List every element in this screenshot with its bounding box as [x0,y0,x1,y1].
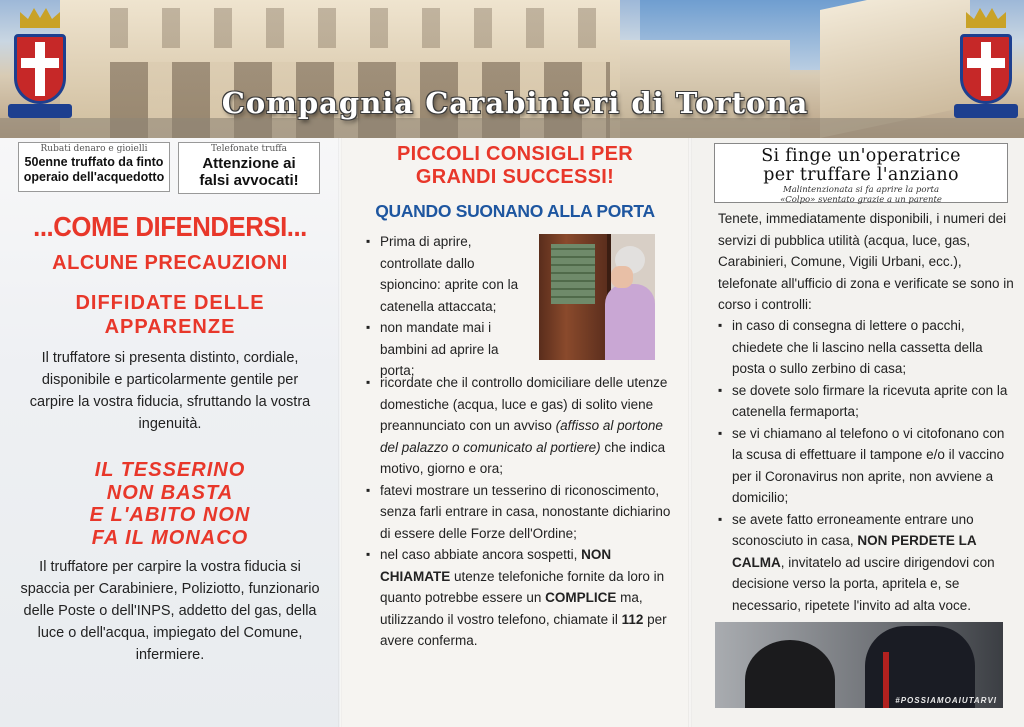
section-subtitle: ALCUNE PRECAUZIONI [52,252,288,274]
news-clipping-operator [714,143,1008,203]
heading-line: PICCOLI CONSIGLI PER [396,143,634,165]
clipping-subhead [715,185,1007,205]
heading-line: NON BASTA [106,481,234,504]
news-headline [19,155,169,185]
paragraph-intro: Tenete, immediatamente disponibili, i numeri dei servizi di pubblica utilità (acqua, luce, gas, Carabinieri, Comune, Vigili Urbani, ecc.), telefonate all'ufficio di zona e verificate se sono in corso i controlli: [718,211,1014,312]
building-windows [110,8,610,48]
list-item: ▪ se dovete solo firmare la ricevuta aprite con la catenella fermaporta; [718,380,1014,423]
news-headline [179,155,319,189]
list-item: ▪ in caso di consegna di lettere o pacchi, chiedete che li lascino nella cassetta della posta o sullo zerbino di casa; [718,315,1014,380]
header-banner [0,0,1024,138]
fold-line [688,138,692,727]
news-kicker: Telefonate truffa [210,144,288,154]
news-headline-line: operaio dell'acquedotto [23,170,165,184]
news-clipping [18,142,170,192]
list-item [718,509,1014,617]
door-tips-list [366,231,536,382]
heading-appearances [10,291,330,339]
clipping-headline [715,144,1007,185]
list-item: ▪ non mandate mai i bambini ad aprire la porta; [366,317,536,382]
news-headline-line: Attenzione ai [202,155,296,172]
subhead-line: «Colpo» sventato grazie a un parente [780,195,942,205]
news-headline-line: 50enne truffato da finto [24,155,164,169]
text: per avere conferma. [380,611,667,648]
text: ma, utilizzando il vostro telefono, chiamate il [380,590,643,627]
list-item [366,544,676,652]
text-bold: 112 [621,611,644,627]
door-photo [539,234,655,360]
hashtag: #POSSIAMOAIUTARVI [895,696,997,705]
carabiniere-photo [715,622,1003,708]
text: ricordate che il controllo domiciliare delle utenze domestiche (acqua, luce e gas) di solito viene preannunciato con un avviso [380,375,668,433]
advice-list [718,315,1014,616]
street [0,118,1024,138]
carabinieri-crest-icon [8,8,72,128]
text: che indica motivo, giorno e ora; [380,439,666,476]
news-kicker: Rubati denaro e gioielli [40,144,148,154]
text: , invitatelo ad uscire dirigendovi con decisione verso la porta, apritela e, se necessario, ripetete l'invito ad alta voce. [732,554,995,613]
heading-line: APPARENZE [104,316,236,338]
tips-title [345,143,685,189]
list-item: ▪ fatevi mostrare un tesserino di riconoscimento, senza farli entrare in casa, nonostante dichiarino di essere delle Forze dell'Ordine; [366,480,676,545]
heading-line: GRANDI SUCCESSI! [415,166,615,188]
text: utenze telefoniche fornite da loro in quanto potrebbe essere un [380,568,665,605]
door-tips-list [366,372,676,652]
text-bold: COMPLICE [545,590,617,605]
text: se avete fatto erroneamente entrare uno sconosciuto in casa, [732,511,974,548]
door-section-title: QUANDO SUONANO ALLA PORTA [375,201,655,221]
paragraph-appearances: Il truffatore si presenta distinto, cordiale, disponibile e particolarmente gentile per carpire la vostra fiducia, sfruttando la vostra ingenuità. [29,350,311,432]
text-italic: (affisso al portone del palazzo o comunicato al portiere) [380,418,663,455]
heading-line: E L'ABITO NON [89,504,251,526]
carabinieri-crest-icon [954,8,1018,128]
text: nel caso abbiate ancora sospetti, [380,547,582,562]
text-bold: NON PERDETE LA CALMA [732,533,977,570]
banner-title: Compagnia Carabinieri di Tortona [221,86,809,120]
heading-line: Si finge un'operatrice [761,146,961,166]
list-item: ▪ Prima di aprire, controllate dallo spioncino: aprite con la catenella attaccata; [366,231,536,317]
heading-line: per truffare l'anziano [763,165,959,185]
heading-line: IL TESSERINO [94,459,246,481]
section-title: ...COME DIFENDERSI... [33,211,307,242]
news-headline-line: falsi avvocati! [199,172,299,189]
fold-line [338,138,342,727]
paragraph-badge: Il truffatore per carpire la vostra fiducia si spaccia per Carabiniere, Poliziotto, funzionario delle Poste o dell'INPS, addetto del gas, della luce o dell'acqua, impiegato del Comune, infermiere. [20,559,320,663]
heading-badge [10,459,330,549]
list-item [366,372,676,480]
list-item: ▪ se vi chiamano al telefono o vi citofonano con la scusa di effettuare il tampone e/o il vaccino per il Coronavirus non aprite, non avviene a domicilio; [718,423,1014,509]
heading-line: FA IL MONACO [91,526,249,549]
heading-line: DIFFIDATE DELLE [75,292,265,314]
news-clipping [178,142,320,194]
subhead-line: Malintenzionata si fa aprire la porta [782,185,940,195]
text-bold: NON CHIAMATE [380,547,612,584]
